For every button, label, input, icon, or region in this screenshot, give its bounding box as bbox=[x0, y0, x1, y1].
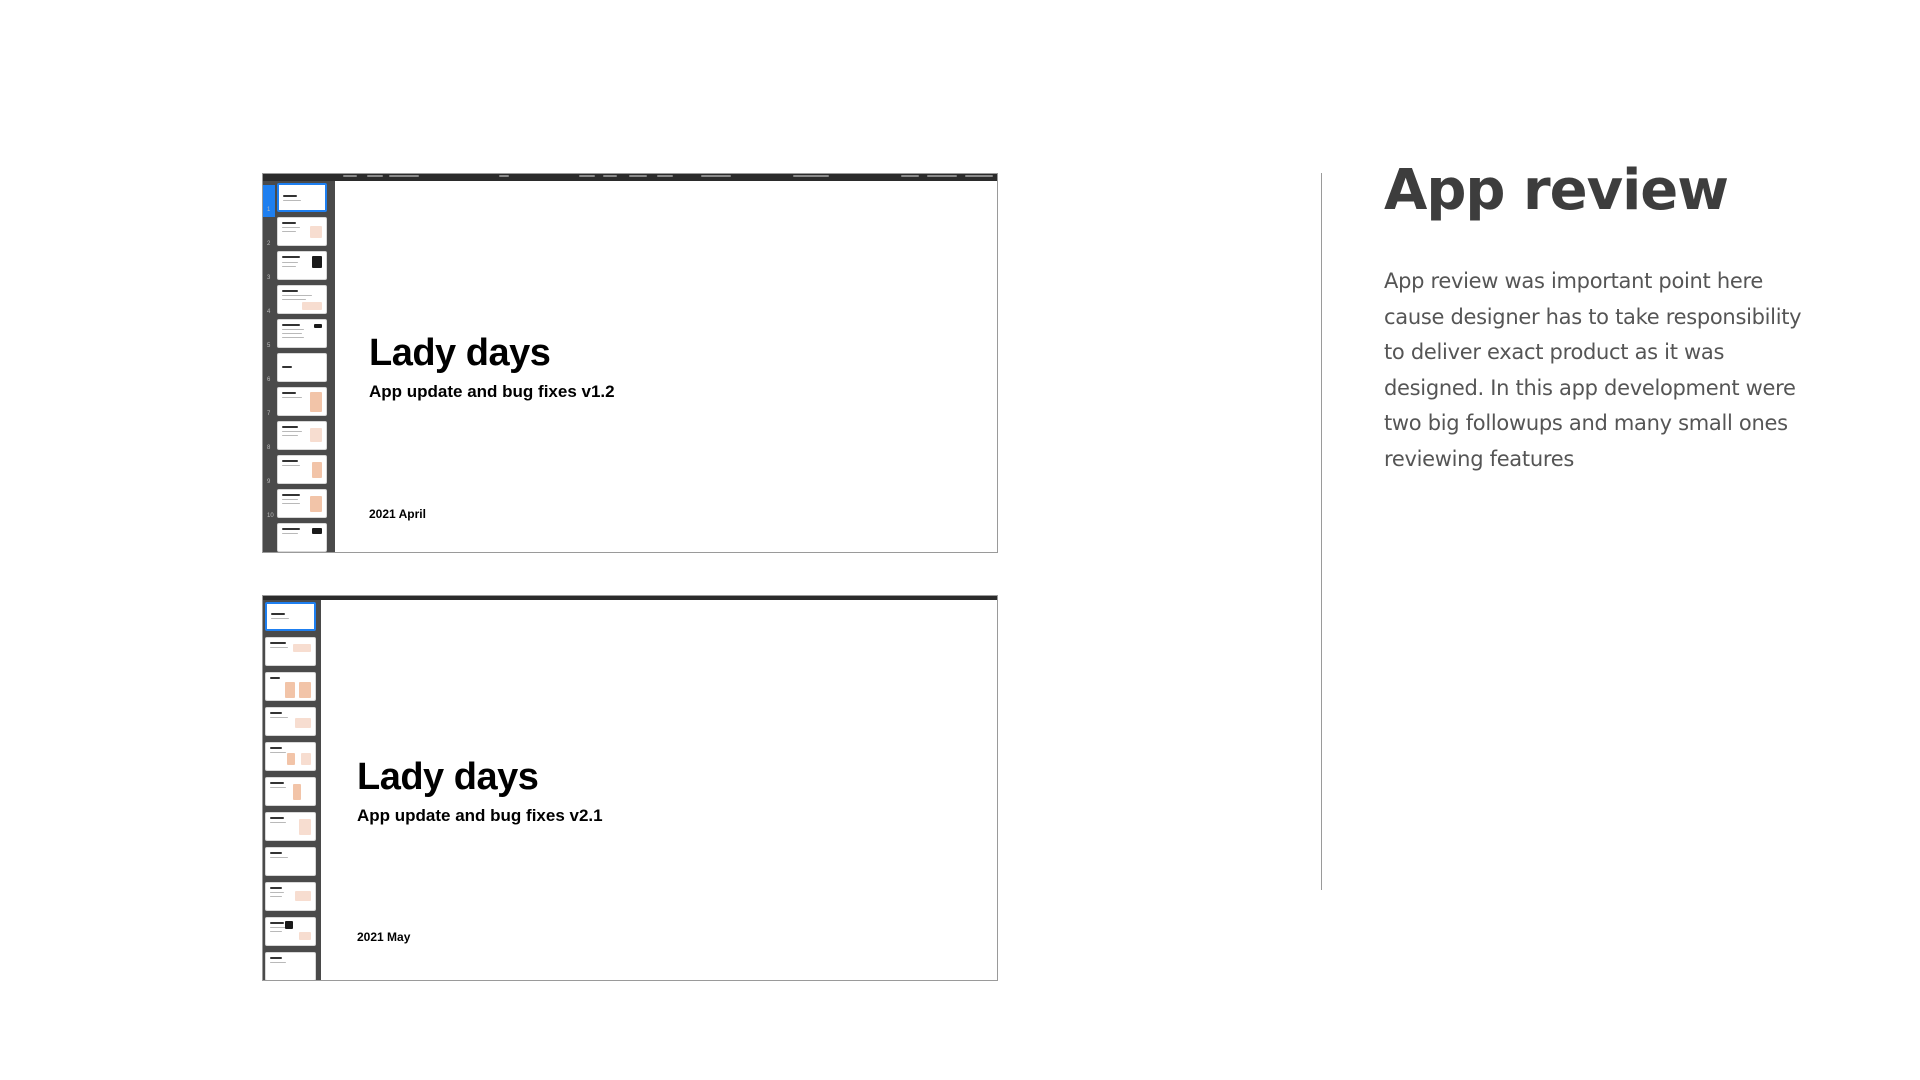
slide-number-7: 7 bbox=[267, 411, 271, 417]
presentation-screenshot-v2-1 bbox=[262, 595, 998, 981]
slide-number-8: 8 bbox=[267, 445, 271, 451]
presentation-screenshot-v1-2 bbox=[262, 173, 998, 553]
slide-thumbnail-6[interactable] bbox=[277, 353, 327, 382]
slide-thumbnail-8[interactable] bbox=[277, 421, 327, 450]
section-heading: App review bbox=[1384, 158, 1729, 223]
slide-thumbnail-7[interactable] bbox=[265, 812, 316, 841]
slide-thumbnail-7[interactable] bbox=[277, 387, 327, 416]
app-menu-bar bbox=[263, 596, 997, 600]
slide-number-9: 9 bbox=[267, 479, 271, 485]
slide-number-4: 4 bbox=[267, 309, 271, 315]
slide-thumbnail-8[interactable] bbox=[265, 847, 316, 876]
slide-subtitle: App update and bug fixes v2.1 bbox=[357, 806, 603, 825]
slide-thumbnail-10[interactable] bbox=[277, 489, 327, 518]
app-menu-bar bbox=[263, 174, 997, 181]
section-body-text: App review was important point here cause designer has to take responsibility to deliver exact product as it was designed. In this app development were two big followups and many small ones reviewing features bbox=[1384, 269, 1802, 471]
slide-thumbnail-11[interactable] bbox=[277, 523, 327, 552]
slide-navigator bbox=[263, 181, 335, 552]
slide-navigator bbox=[263, 600, 321, 980]
slide-thumbnail-1[interactable] bbox=[277, 183, 327, 212]
slide-thumbnail-5[interactable] bbox=[277, 319, 327, 348]
slide-thumbnail-3[interactable] bbox=[277, 251, 327, 280]
slide-thumbnail-1[interactable] bbox=[265, 602, 316, 631]
slide-thumbnail-6[interactable] bbox=[265, 777, 316, 806]
slide-subtitle: App update and bug fixes v1.2 bbox=[369, 382, 615, 401]
slide-number-5: 5 bbox=[267, 343, 271, 349]
slide-thumbnail-4[interactable] bbox=[277, 285, 327, 314]
slide-thumbnail-9[interactable] bbox=[265, 882, 316, 911]
slide-number-1: 1 bbox=[267, 207, 271, 213]
slide-number-2: 2 bbox=[267, 241, 271, 247]
vertical-divider bbox=[1321, 173, 1322, 890]
slide-thumbnail-4[interactable] bbox=[265, 707, 316, 736]
slide-thumbnail-9[interactable] bbox=[277, 455, 327, 484]
slide-thumbnail-5[interactable] bbox=[265, 742, 316, 771]
slide-thumbnail-3[interactable] bbox=[265, 672, 316, 701]
slide-thumbnail-11[interactable] bbox=[265, 952, 316, 980]
slide-thumbnail-2[interactable] bbox=[265, 637, 316, 666]
slide-number-3: 3 bbox=[267, 275, 271, 281]
slide-thumbnail-2[interactable] bbox=[277, 217, 327, 246]
slide-thumbnail-10[interactable] bbox=[265, 917, 316, 946]
slide-date: 2021 May bbox=[357, 930, 411, 944]
slide-date: 2021 April bbox=[369, 507, 426, 521]
slide-title: Lady days bbox=[369, 332, 551, 374]
slide-number-10: 10 bbox=[267, 513, 274, 519]
slide-title: Lady days bbox=[357, 756, 539, 798]
slide-number-6: 6 bbox=[267, 377, 271, 383]
